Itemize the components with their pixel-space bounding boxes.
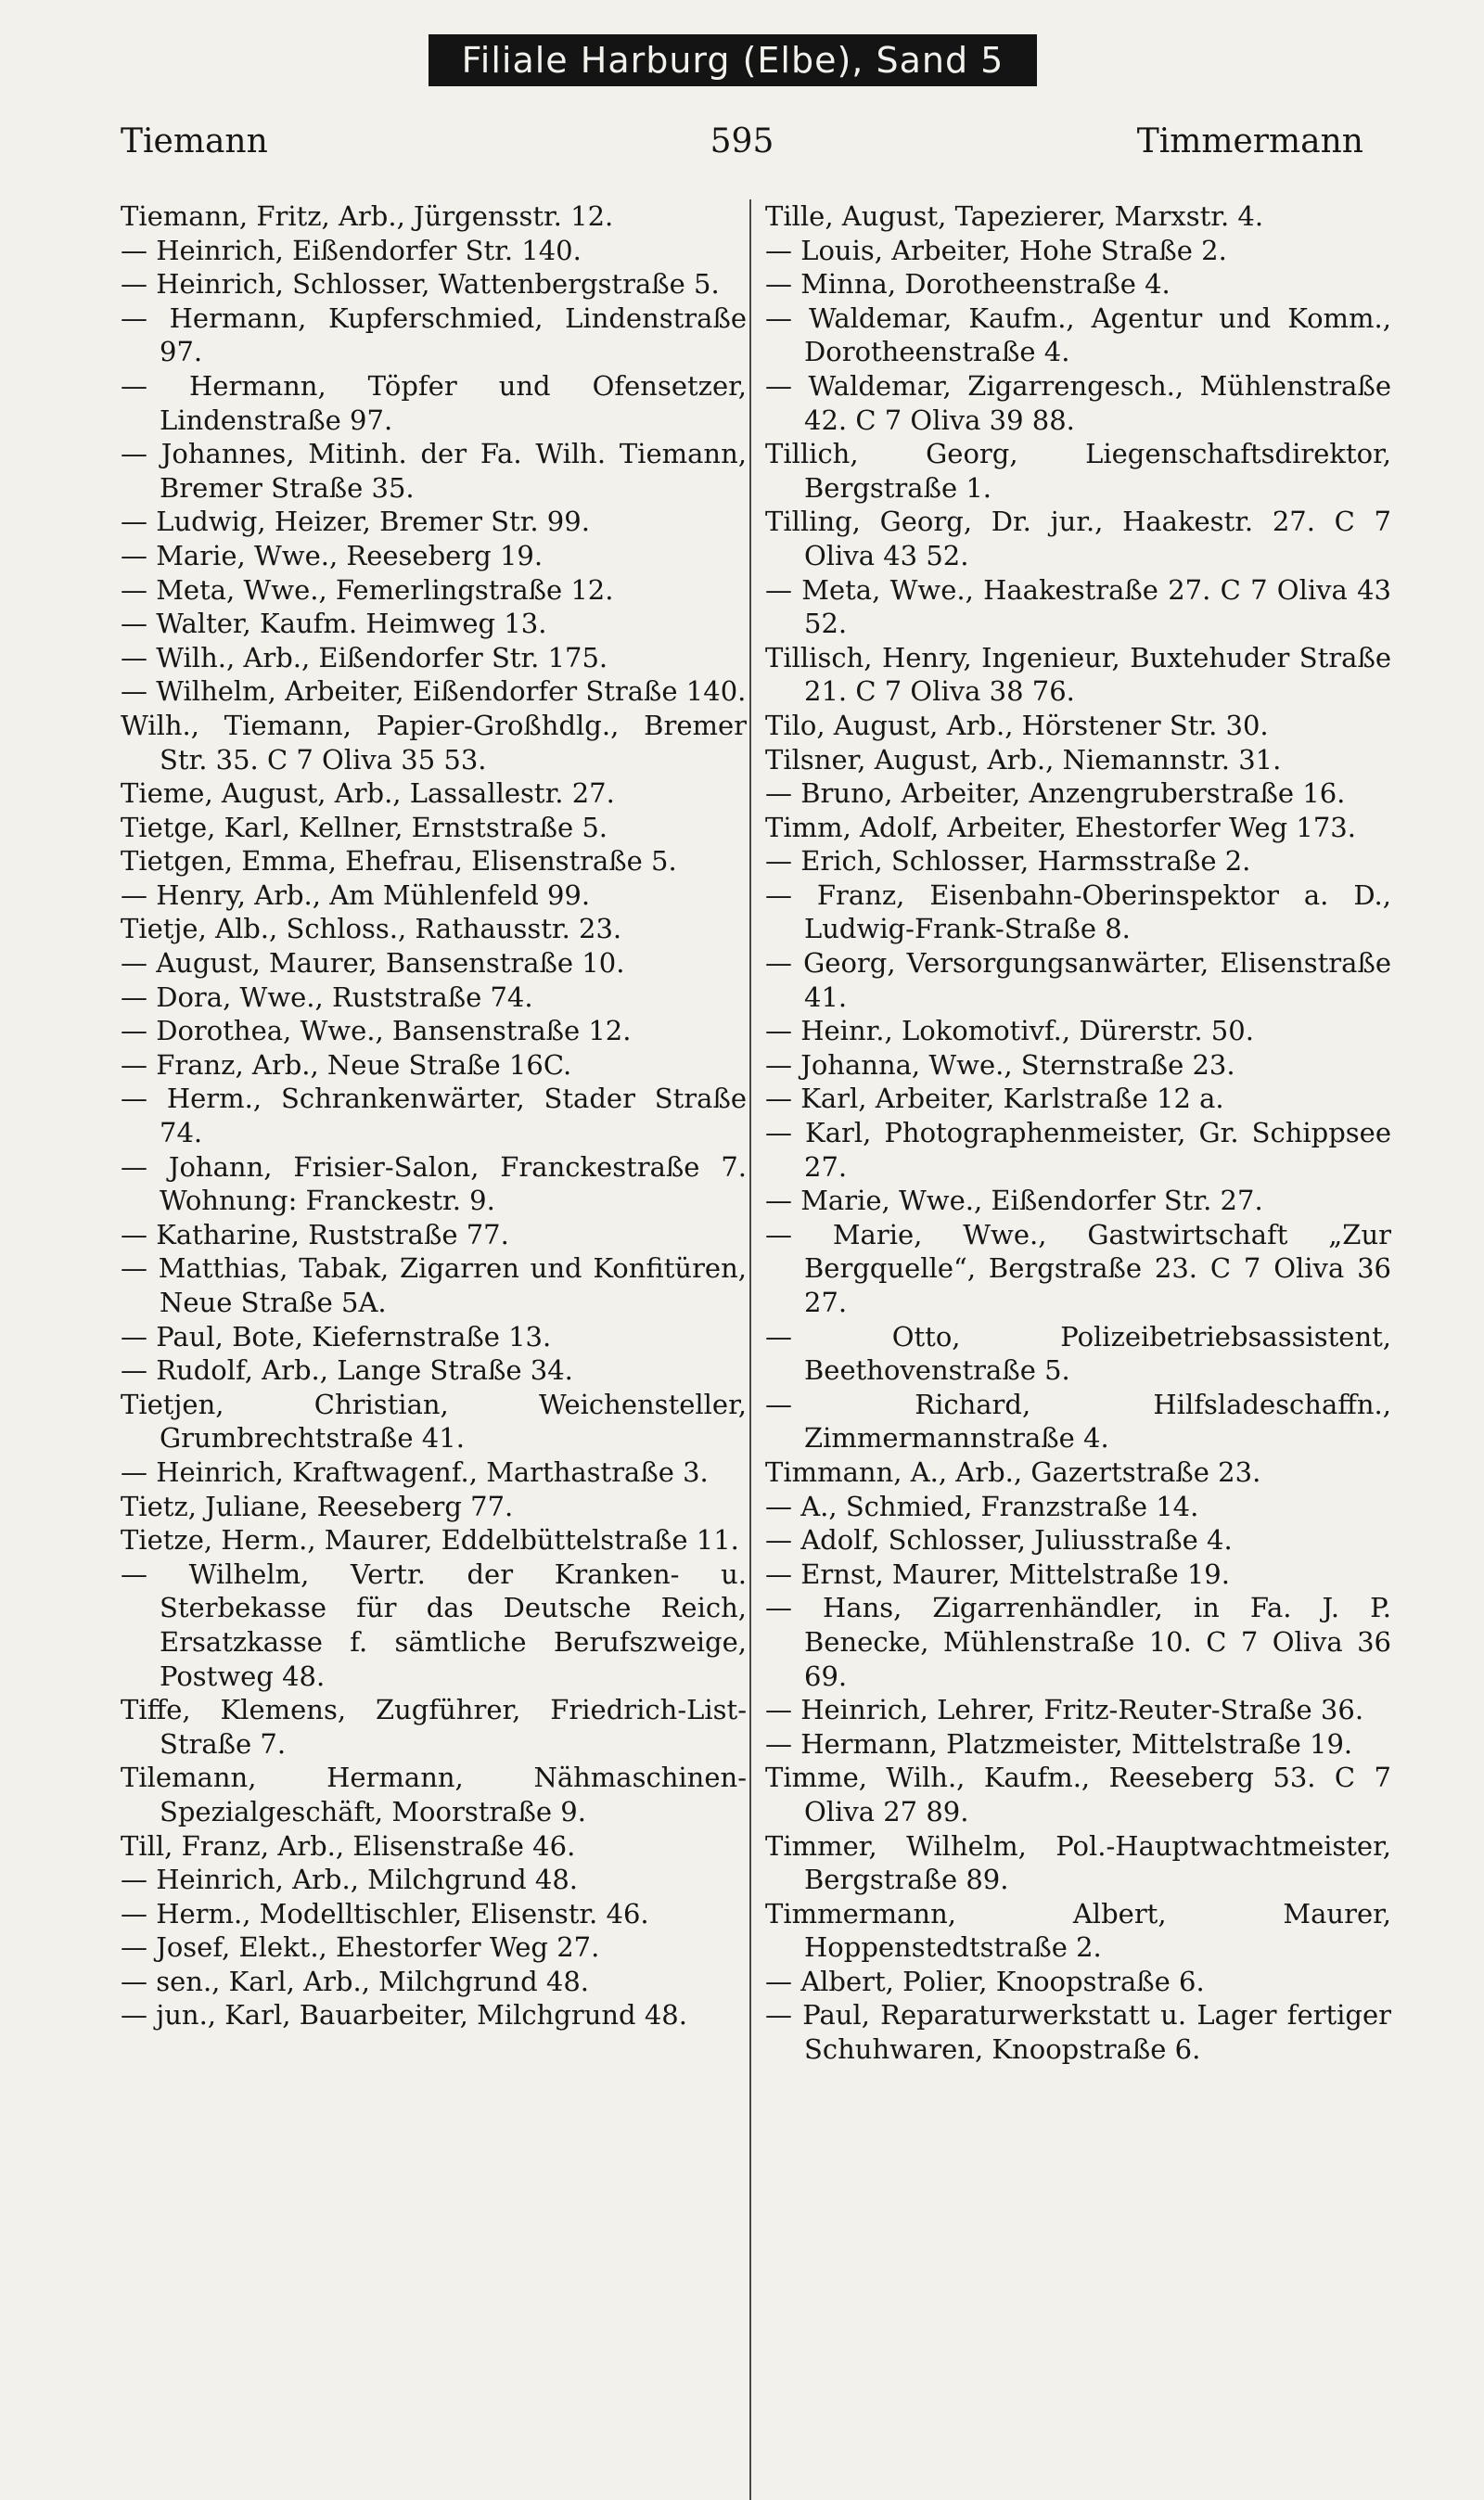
directory-entry: — Johann, Frisier-Salon, Franckestraße 7. Wohnung: Franckestr. 9. xyxy=(121,1150,747,1217)
directory-entry: — Dora, Wwe., Ruststraße 74. xyxy=(121,981,533,1013)
directory-entry: — Karl, Photographenmeister, Gr. Schippsee 27. xyxy=(765,1117,1391,1183)
directory-entry: — Franz, Arb., Neue Straße 16C. xyxy=(121,1048,572,1081)
directory-entry: Tillisch, Henry, Ingenieur, Buxtehuder Straße 21. C 7 Oliva 38 76. xyxy=(765,641,1391,708)
directory-entry: Tilemann, Hermann, Nähmaschinen-Spezialgeschäft, Moorstraße 9. xyxy=(121,1762,747,1827)
directory-entry: — Johanna, Wwe., Sternstraße 23. xyxy=(765,1048,1235,1081)
directory-entry: Till, Franz, Arb., Elisenstraße 46. xyxy=(121,1829,576,1862)
header-first-entry: Tiemann xyxy=(121,122,268,160)
directory-entry: — Ernst, Maurer, Mittelstraße 19. xyxy=(765,1558,1230,1590)
directory-entry: — Heinrich, Schlosser, Wattenbergstraße 5. xyxy=(121,268,720,301)
directory-entry: Tilling, Georg, Dr. jur., Haakestr. 27. C 7 Oliva 43 52. xyxy=(765,506,1391,571)
directory-entry: — Dorothea, Wwe., Bansenstraße 12. xyxy=(121,1015,632,1047)
directory-entry: — Herm., Schrankenwärter, Stader Straße 74. xyxy=(121,1083,747,1149)
directory-entry: Tillich, Georg, Liegenschaftsdirektor, Bergstraße 1. xyxy=(765,438,1391,504)
directory-entry: — A., Schmied, Franzstraße 14. xyxy=(765,1490,1199,1522)
directory-entry: Timm, Adolf, Arbeiter, Ehestorfer Weg 173. xyxy=(765,811,1356,843)
directory-entry: Tille, August, Tapezierer, Marxstr. 4. xyxy=(765,200,1264,232)
directory-entry: — Adolf, Schlosser, Juliusstraße 4. xyxy=(765,1524,1233,1557)
directory-entry: — Bruno, Arbeiter, Anzengruberstraße 16. xyxy=(765,777,1346,810)
directory-entry: Tietjen, Christian, Weichensteller, Grumbrechtstraße 41. xyxy=(121,1388,747,1455)
directory-entry: — Wilhelm, Arbeiter, Eißendorfer Straße 140. xyxy=(121,675,747,708)
directory-entry: Timmermann, Albert, Maurer, Hoppenstedtstraße 2. xyxy=(765,1897,1391,1964)
directory-entry: Tietz, Juliane, Reeseberg 77. xyxy=(121,1490,514,1522)
directory-entry: Tiemann, Fritz, Arb., Jürgensstr. 12. xyxy=(121,200,614,232)
directory-entry: — Paul, Reparaturwerkstatt u. Lager fertiger Schuhwaren, Knoopstraße 6. xyxy=(765,1999,1391,2066)
directory-entry: Wilh., Tiemann, Papier-Großhdlg., Bremer Str. 35. C 7 Oliva 35 53. xyxy=(121,709,747,776)
directory-entry: — Josef, Elekt., Ehestorfer Weg 27. xyxy=(121,1931,600,1964)
directory-entry: — Meta, Wwe., Haakestraße 27. C 7 Oliva 43 52. xyxy=(765,573,1391,640)
directory-entry: — Waldemar, Zigarrengesch., Mühlenstraße 42. C 7 Oliva 39 88. xyxy=(765,369,1391,436)
directory-entry: — Heinrich, Kraftwagenf., Marthastraße 3. xyxy=(121,1455,709,1488)
directory-entry: Tietgen, Emma, Ehefrau, Elisenstraße 5. xyxy=(121,845,677,878)
directory-entry: — Matthias, Tabak, Zigarren und Konfitüren, Neue Straße 5A. xyxy=(121,1252,747,1318)
header-last-entry: Timmermann xyxy=(1136,122,1363,160)
directory-entry: Tietje, Alb., Schloss., Rathausstr. 23. xyxy=(121,913,622,945)
directory-entry: — Paul, Bote, Kiefernstraße 13. xyxy=(121,1320,552,1353)
directory-entry: — Franz, Eisenbahn-Oberinspektor a. D., Ludwig-Frank-Straße 8. xyxy=(765,878,1391,945)
directory-entry: — Katharine, Ruststraße 77. xyxy=(121,1218,509,1250)
directory-entry: — Karl, Arbeiter, Karlstraße 12 a. xyxy=(765,1083,1224,1115)
directory-entry: Timmann, A., Arb., Gazertstraße 23. xyxy=(765,1455,1261,1488)
directory-entry: — Hermann, Kupferschmied, Lindenstraße 97. xyxy=(121,301,747,368)
directory-entry: — Johannes, Mitinh. der Fa. Wilh. Tiemann, Bremer Straße 35. xyxy=(121,438,747,504)
directory-entry: Tietge, Karl, Kellner, Ernststraße 5. xyxy=(121,811,608,843)
directory-entry: — Georg, Versorgungsanwärter, Elisenstraße 41. xyxy=(765,947,1391,1013)
directory-entry: Tieme, August, Arb., Lassallestr. 27. xyxy=(121,777,615,810)
directory-entry: — Minna, Dorotheenstraße 4. xyxy=(765,268,1171,301)
directory-entry: — Wilh., Arb., Eißendorfer Str. 175. xyxy=(121,641,608,673)
directory-entry: — Albert, Polier, Knoopstraße 6. xyxy=(765,1965,1205,1997)
directory-entry: Tilsner, August, Arb., Niemannstr. 31. xyxy=(765,743,1282,776)
directory-entry: — Richard, Hilfsladeschaffn., Zimmermannstraße 4. xyxy=(765,1388,1391,1455)
branch-banner: Filiale Harburg (Elbe), Sand 5 xyxy=(429,34,1037,86)
directory-entry: — Wilhelm, Vertr. der Kranken- u. Sterbekasse für das Deutsche Reich, Ersatzkasse f. sämtliche Berufszweige, Postweg 48. xyxy=(121,1558,747,1692)
directory-entry: — Waldemar, Kaufm., Agentur und Komm., Dorotheenstraße 4. xyxy=(765,301,1391,368)
right-column xyxy=(765,199,1391,2067)
directory-entry: — August, Maurer, Bansenstraße 10. xyxy=(121,947,625,980)
directory-entry: — Herm., Modelltischler, Elisenstr. 46. xyxy=(121,1897,649,1929)
directory-entry: — Meta, Wwe., Femerlingstraße 12. xyxy=(121,573,614,606)
directory-entry: — Hermann, Platzmeister, Mittelstraße 19. xyxy=(765,1727,1353,1760)
page-number: 595 xyxy=(710,122,774,160)
directory-entry: — Heinrich, Arb., Milchgrund 48. xyxy=(121,1864,578,1896)
directory-entry: — Henry, Arb., Am Mühlenfeld 99. xyxy=(121,878,591,911)
directory-entry: — sen., Karl, Arb., Milchgrund 48. xyxy=(121,1965,589,1997)
directory-entry: — Heinr., Lokomotivf., Dürerstr. 50. xyxy=(765,1015,1254,1047)
directory-entry: Timme, Wilh., Kaufm., Reeseberg 53. C 7 Oliva 27 89. xyxy=(765,1762,1391,1827)
directory-entry: — Ludwig, Heizer, Bremer Str. 99. xyxy=(121,506,590,538)
directory-entry: — Marie, Wwe., Reeseberg 19. xyxy=(121,539,544,571)
directory-entry: — Erich, Schlosser, Harmsstraße 2. xyxy=(765,845,1251,878)
directory-entry: — Otto, Polizeibetriebsassistent, Beethovenstraße 5. xyxy=(765,1320,1391,1387)
left-column xyxy=(121,199,747,2032)
directory-entry: — Louis, Arbeiter, Hohe Straße 2. xyxy=(765,234,1227,266)
directory-entry: — Marie, Wwe., Gastwirtschaft „Zur Bergquelle“, Bergstraße 23. C 7 Oliva 36 27. xyxy=(765,1218,1391,1318)
directory-entry: — Hermann, Töpfer und Ofensetzer, Lindenstraße 97. xyxy=(121,369,747,436)
directory-entry: Timmer, Wilhelm, Pol.-Hauptwachtmeister, Bergstraße 89. xyxy=(765,1829,1391,1896)
running-head xyxy=(121,119,1363,165)
directory-entry: Tietze, Herm., Maurer, Eddelbüttelstraße 11. xyxy=(121,1524,739,1557)
directory-entry: — Rudolf, Arb., Lange Straße 34. xyxy=(121,1354,573,1387)
directory-entry: — Walter, Kaufm. Heimweg 13. xyxy=(121,608,547,640)
directory-entry: — Hans, Zigarrenhändler, in Fa. J. P. Benecke, Mühlenstraße 10. C 7 Oliva 36 69. xyxy=(765,1592,1391,1692)
directory-entry: — Marie, Wwe., Eißendorfer Str. 27. xyxy=(765,1185,1263,1217)
directory-entry: Tilo, August, Arb., Hörstener Str. 30. xyxy=(765,709,1269,741)
column-divider xyxy=(749,199,751,2500)
directory-entry: — Heinrich, Eißendorfer Str. 140. xyxy=(121,234,582,266)
directory-entry: — Heinrich, Lehrer, Fritz-Reuter-Straße 36. xyxy=(765,1694,1364,1726)
directory-entry: — jun., Karl, Bauarbeiter, Milchgrund 48. xyxy=(121,1999,687,2032)
directory-entry: Tiffe, Klemens, Zugführer, Friedrich-List-Straße 7. xyxy=(121,1694,747,1760)
